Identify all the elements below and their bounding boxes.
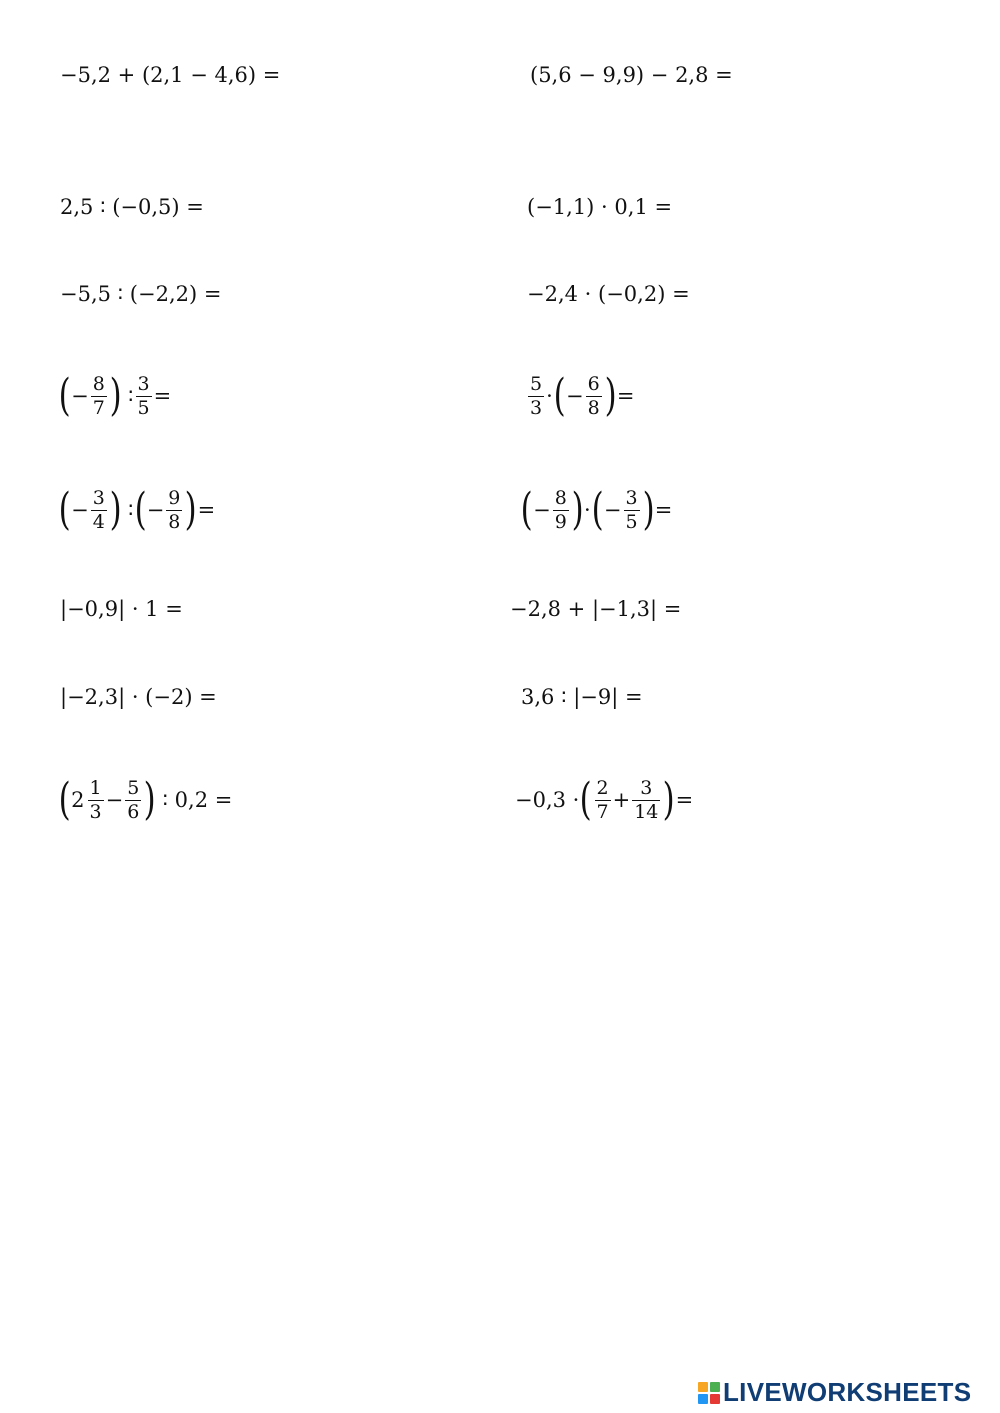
right-paren: ) [109,484,122,535]
minus-sign: − [146,497,165,522]
right-paren: ) [143,774,156,825]
exercise-10 [520,480,672,540]
exercise-5 [60,264,221,324]
denominator: 9 [554,510,567,533]
equals-sign: = [654,497,673,522]
operator: ∶ [128,383,134,408]
left-paren: ( [579,774,592,825]
left-paren: ( [58,774,71,825]
numerator: 3 [625,486,638,509]
denominator: 8 [587,396,600,419]
exercise-13 [60,667,217,727]
liveworksheets-logo-icon [698,1382,720,1404]
fraction [595,776,611,823]
exercise-expression: |−2,3| · (−2) = [60,684,217,709]
fraction [553,486,569,533]
exercise-expression: (−1,1) · 0,1 = [527,194,673,219]
exercise-12 [510,579,681,639]
left-paren: ( [520,484,533,535]
left-paren: ( [134,484,147,535]
right-paren: ) [642,484,655,535]
denominator: 8 [168,510,181,533]
exercise-9 [58,480,215,540]
denominator: 5 [137,396,150,419]
left-paren: ( [58,484,71,535]
exercise-7 [58,366,171,426]
denominator: 3 [530,396,543,419]
fraction [91,372,107,419]
operator: · [546,383,553,408]
prefix-expression: −0,3 · [515,787,580,812]
fraction [166,486,182,533]
exercise-11 [60,579,183,639]
fraction [136,372,152,419]
numerator: 8 [92,372,105,395]
exercise-15 [58,770,232,830]
minus-sign: − [71,383,89,408]
denominator: 14 [634,800,659,823]
numerator: 3 [640,776,653,799]
numerator: 3 [92,486,105,509]
fraction [632,776,660,823]
exercise-expression: −2,4 · (−0,2) = [527,281,690,306]
exercise-4 [527,177,672,237]
equals-sign: = [675,787,694,812]
mixed-whole: 2 [71,787,85,812]
right-paren: ) [184,484,197,535]
exercise-expression: −2,8 + |−1,3| = [510,596,682,621]
fraction [624,486,640,533]
exercise-expression: −5,2 + (2,1 − 4,6) = [60,62,281,87]
operator: · [584,497,591,522]
minus-sign: − [105,787,124,812]
denominator: 4 [92,510,105,533]
fraction [88,776,104,823]
minus-sign: − [565,383,584,408]
denominator: 7 [92,396,105,419]
numerator: 3 [137,372,150,395]
exercise-16 [515,770,693,830]
exercise-expression: 3,6 ∶ |−9| = [521,684,643,709]
exercise-3 [60,177,204,237]
left-paren: ( [591,484,604,535]
numerator: 9 [168,486,181,509]
exercise-2 [530,45,733,105]
minus-sign: − [71,497,89,522]
numerator: 2 [596,776,609,799]
numerator: 6 [587,372,600,395]
fraction [125,776,141,823]
denominator: 5 [625,510,638,533]
exercise-expression: |−0,9| · 1 = [60,596,183,621]
denominator: 6 [127,800,140,823]
fraction [528,372,544,419]
operator: ∶ [128,497,134,522]
right-paren: ) [109,370,122,421]
exercise-6 [527,264,690,324]
denominator: 3 [89,800,102,823]
numerator: 8 [554,486,567,509]
equals-sign: = [153,383,172,408]
fraction [586,372,602,419]
exercise-8 [526,366,634,426]
right-paren: ) [604,370,617,421]
numerator: 1 [89,776,102,799]
denominator: 7 [596,800,609,823]
equals-sign: = [616,383,635,408]
left-paren: ( [58,370,71,421]
plus-sign: + [612,787,631,812]
exercise-expression: 2,5 ∶ (−0,5) = [60,194,204,219]
minus-sign: − [603,497,622,522]
equals-sign: = [197,497,216,522]
liveworksheets-logo [698,1377,971,1408]
exercise-14 [521,667,643,727]
exercise-1 [60,45,280,105]
numerator: 5 [127,776,140,799]
logo-text: LIVEWORKSHEETS [723,1377,972,1407]
exercise-expression: −5,5 ∶ (−2,2) = [60,281,222,306]
rest-expression: ∶ 0,2 = [162,787,233,812]
right-paren: ) [571,484,584,535]
fraction [91,486,107,533]
right-paren: ) [662,774,676,825]
exercise-expression: (5,6 − 9,9) − 2,8 = [530,62,733,87]
left-paren: ( [553,370,566,421]
numerator: 5 [530,372,543,395]
minus-sign: − [533,497,551,522]
